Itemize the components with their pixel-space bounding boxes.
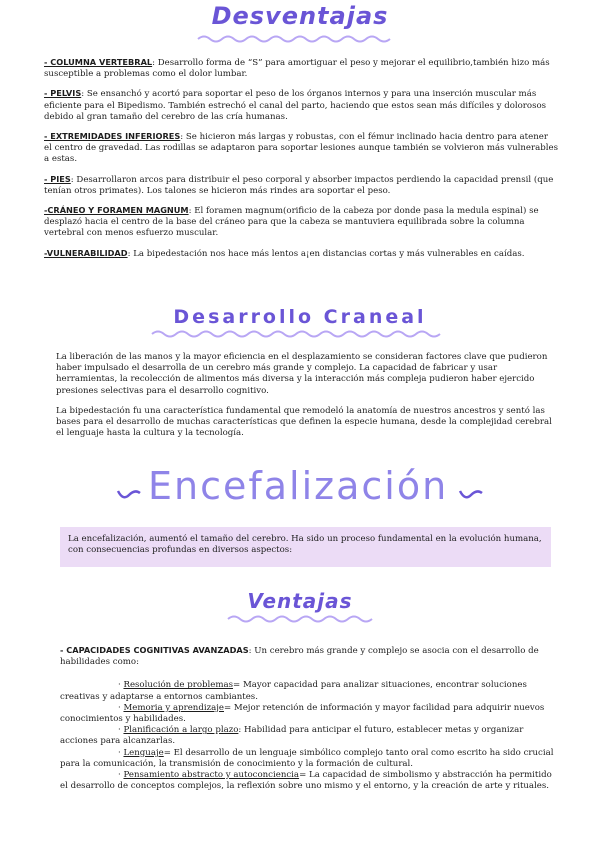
sub-item-text: = Mayor capacidad para analizar situaciones, encontrar soluciones creativas y adaptarse a entornos cambiantes. — [60, 680, 527, 702]
bullet: · — [118, 747, 124, 758]
desventaja-item — [44, 57, 558, 80]
sub-item-term: Lenguaje — [123, 747, 164, 758]
desventaja-item — [44, 248, 558, 260]
encefalizacion-text: La encefalización, aumentó el tamaño del cerebro. Ha sido un proceso fundamental en la evolución humana, con consecuencias profundas en diversos aspectos: — [68, 534, 542, 556]
sub-item — [60, 770, 556, 792]
item-label: -VULNERABILIDAD — [44, 247, 128, 258]
bullet: · — [118, 725, 124, 736]
desventajas-list — [44, 57, 558, 260]
paragraph: La liberación de las manos y la mayor eficiencia en el desplazamiento se consideran factores clave que pudieron haber impulsado el desarrolla de un cerebro más grande y complejo. La capacidad de fabricar y usar herramientas, la recolección de alimentos más diversa y la interacción más compleja pudieron haber ejercido presiones selectivas para el desarrollo cognitivo. — [56, 352, 548, 396]
title-underline-wave — [196, 34, 396, 44]
decorative-wave-left — [116, 487, 142, 501]
bullet: · — [118, 680, 124, 691]
sub-item — [60, 725, 556, 747]
sub-item — [60, 680, 556, 702]
desarrollo-text — [56, 352, 556, 439]
bullet: · — [118, 770, 124, 781]
item-text: : Desarrollo forma de “S” para amortiguar el peso y mejorar el equilibrio,también hizo más susceptible a problemas como el dolor lumbar. — [44, 58, 550, 80]
sub-item-term: Resolución de problemas — [123, 680, 234, 691]
sub-item-text: = La capacidad de simbolismo y abstracción ha permitido el desarrollo de conceptos complejos, la reflexión sobre uno mismo y el entorno, y la creación de arte y rituales. — [60, 770, 552, 792]
sub-item-text: : Habilidad para anticipar el futuro, establecer metas y organizar acciones para alcanzarlas. — [60, 725, 524, 747]
title-underline-wave — [150, 329, 450, 339]
item-label: - COLUMNA VERTEBRAL — [44, 57, 153, 67]
item-label: - PIES — [44, 173, 71, 184]
item-text: : Desarrollaron arcos para distribuir el peso corporal y absorber impactos perdiendo la capacidad prensil (que tenían otros primates). Los talones se hicieron más rindes ara soportar el peso. — [44, 174, 554, 196]
sub-item-text: = Mejor retención de información y mayor facilidad para adquirir nuevos conocimientos y habilidades. — [60, 702, 545, 725]
item-label: - EXTREMIDADES INFERIORES — [44, 131, 181, 142]
desventaja-item — [44, 88, 558, 123]
item-text: : Se ensanchó y acortó para soportar el peso de los órganos internos y para una inserción muscular más eficiente para el Bipedismo. También estrechó el canal del parto, haciendo que estos sean más difíciles y dolorosos debido al gran tamaño del cerebro de las cría humanas. — [44, 89, 547, 122]
ventajas-lead — [60, 645, 556, 668]
title-encefalizacion: Encefalización — [148, 464, 449, 508]
desventaja-item — [44, 205, 558, 240]
desventaja-item — [44, 174, 558, 197]
decorative-wave-right — [458, 487, 484, 501]
title-underline-wave — [226, 614, 376, 624]
title-desventajas: Desventajas — [211, 2, 389, 30]
item-text: : La bipedestación nos hace más lentos a¡en distancias cortas y más vulnerables en caídas. — [127, 248, 525, 259]
item-label: -CRÁNEO Y FORAMEN MAGNUM — [44, 205, 189, 216]
title-ventajas: Ventajas — [247, 589, 353, 613]
sub-item-term: Memoria y aprendizaje — [123, 702, 224, 713]
item-text: : Un cerebro más grande y complejo se asocia con el desarrollo de habilidades como: — [60, 646, 539, 668]
bullet: · — [118, 702, 124, 713]
sub-item — [60, 748, 556, 770]
ventajas-content — [60, 645, 556, 792]
item-text: : Se hicieron más largas y robustas, con el fémur inclinado hacia dentro para atener el centro de gravedad. Las rodillas se adaptaron para soportar lesiones aunque también se volvieron más vulnerables a estas. — [44, 132, 558, 165]
item-text: : El foramen magnum(orificio de la cabeza por donde pasa la medula espinal) se desplazó hacia el centro de la base del cráneo para que la cabeza se mantuviera equilibrada sobre la columna vertebral con menos esfuerzo muscular. — [44, 206, 539, 239]
sub-item-term: Planificación a largo plazo — [123, 725, 239, 736]
paragraph: La bipedestación fu una característica fundamental que remodeló la anatomía de nuestros ancestros y sentó las bases para el desarrollo de muchas características que definen la especie humana, desde la complejidad cerebral el lenguaje hasta la cultura y la tecnología. — [56, 405, 552, 439]
desventaja-item — [44, 131, 558, 166]
item-label: - CAPACIDADES COGNITIVAS AVANZADAS — [60, 645, 249, 655]
title-desarrollo-craneal: Desarrollo Craneal — [173, 306, 427, 328]
item-label: - PELVIS — [44, 88, 82, 99]
sub-item-term: Pensamiento abstracto y autoconciencia — [123, 770, 300, 781]
sub-item-text: = El desarrollo de un lenguaje simbólico complejo tanto oral como escrito ha sido crucial para la comunicación, la transmisión de conocimiento y la formación de cultural. — [60, 747, 554, 769]
sub-item — [60, 703, 556, 725]
